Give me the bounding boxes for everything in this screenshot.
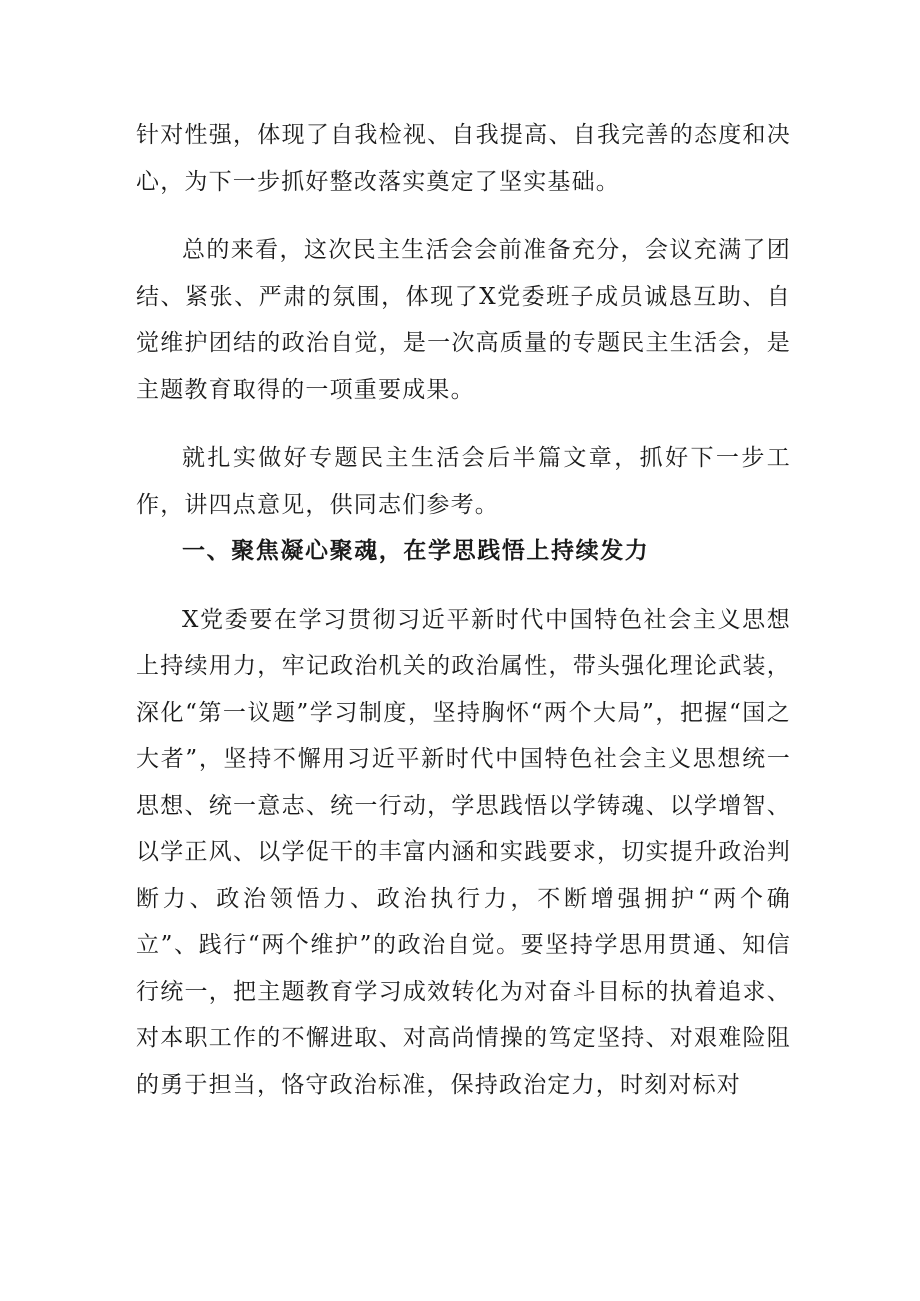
section-heading: 一、聚焦凝心聚魂，在学思践悟上持续发力 xyxy=(182,538,650,564)
document-page xyxy=(136,112,791,1108)
paragraph-body: X党委要在学习贯彻习近平新时代中国特色社会主义思想上持续用力，牢记政治机关的政治属性，带头强化理论武装，深化“第一议题”学习制度，坚持胸怀“两个大局”，把握“国之大者”，坚持不懈用习近平新时代中国特色社会主义思想统一思想、统一意志、统一行动，学思践悟以学铸魂、以学增智、以学正风、以学促干的丰富内涵和实践要求，切实提升政治判断力、政治领悟力、政治执行力，不断增强拥护“两个确立”、践行“两个维护”的政治自觉。要坚持学思用贯通、知信行统一，把主题教育学习成效转化为对奋斗目标的执着追求、对本职工作的不懈进取、对高尚情操的笃定坚持、对艰难险阻的勇于担当，恪守政治标准，保持政治定力，时刻对标对 xyxy=(136,606,791,1098)
paragraph-continuation: 针对性强，体现了自我检视、自我提高、自我完善的态度和决心，为下一步抓好整改落实奠定了坚实基础。 xyxy=(136,122,791,195)
paragraph-intro: 就扎实做好专题民主生活会后半篇文章，抓好下一步工作，讲四点意见，供同志们参考。 xyxy=(136,445,791,518)
paragraph-summary: 总的来看，这次民主生活会会前准备充分，会议充满了团结、紧张、严肃的氛围，体现了X党委班子成员诚恳互助、自觉维护团结的政治自觉，是一次高质量的专题民主生活会，是主题教育取得的一项重要成果。 xyxy=(136,237,791,403)
